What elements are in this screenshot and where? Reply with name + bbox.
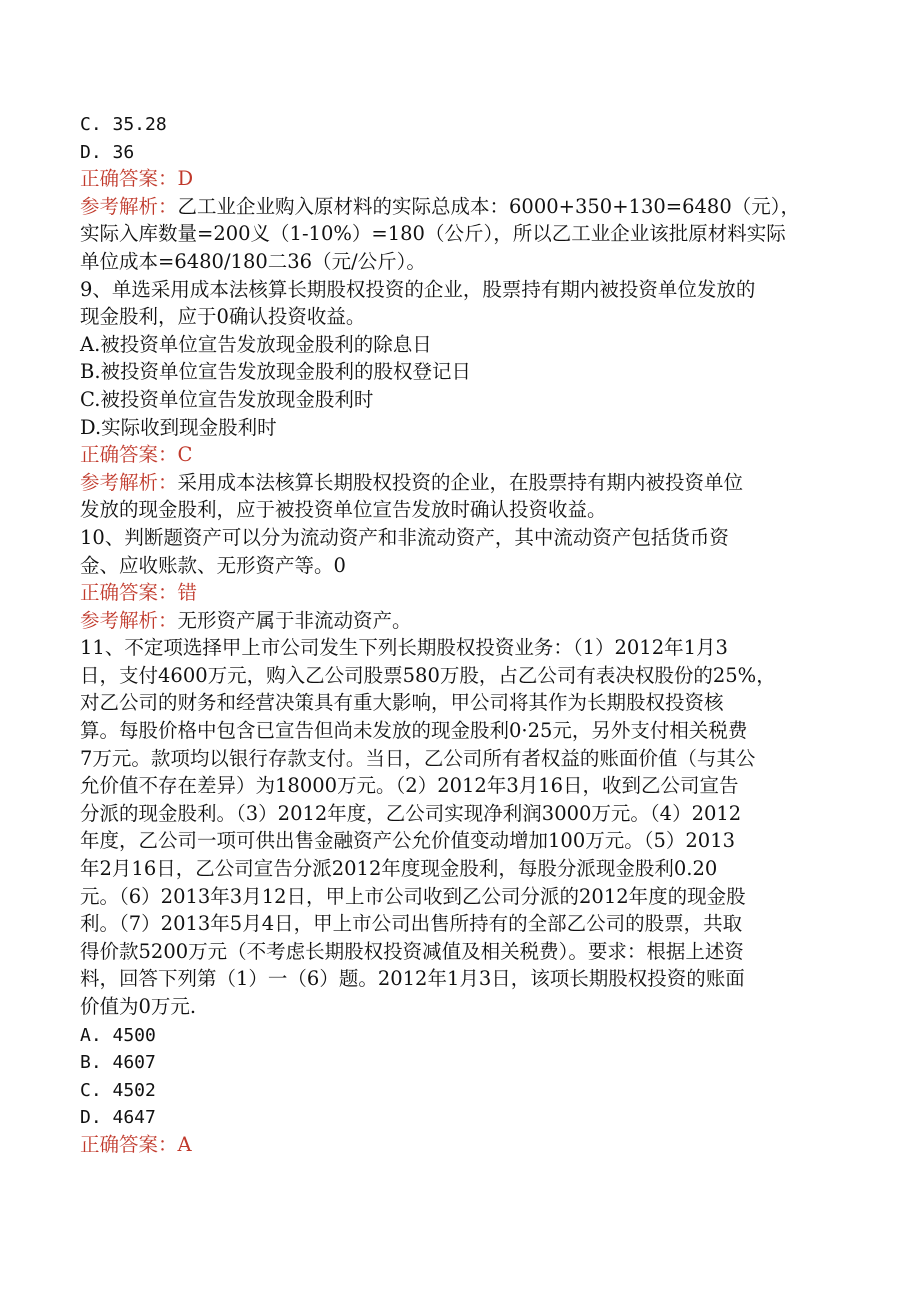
explanation-line xyxy=(80,193,840,221)
answer-line xyxy=(80,1131,840,1159)
text-line xyxy=(80,303,840,331)
answer-label: 正确答案： xyxy=(80,443,178,467)
answer-line xyxy=(80,441,840,469)
explanation-line xyxy=(80,469,840,497)
line-text: 年度，乙公司一项可供出售金融资产公允价值变动增加100万元。（5）2013 xyxy=(80,829,736,853)
answer-line xyxy=(80,579,840,607)
line-text: C. 35.28 xyxy=(80,114,167,135)
line-text: 算。每股价格中包含已宣告但尚未发放的现金股利0·25元，另外支付相关税费 xyxy=(80,719,748,743)
line-text: 采用成本法核算长期股权投资的企业，在股票持有期内被投资单位 xyxy=(177,470,744,494)
explanation-label: 参考解析： xyxy=(80,608,178,632)
text-line xyxy=(80,220,840,248)
line-text: 日，支付4600万元，购入乙公司股票580万股，占乙公司有表决权股份的25%， xyxy=(80,663,776,687)
line-text: D. 36 xyxy=(80,141,135,163)
line-text: 现金股利，应于0确认投资收益。 xyxy=(80,305,366,329)
text-line xyxy=(80,248,840,276)
line-text: 对乙公司的财务和经营决策具有重大影响，甲公司将其作为长期股权投资核 xyxy=(80,691,724,715)
text-line xyxy=(80,910,840,938)
text-line xyxy=(80,800,840,828)
answer-label: 正确答案： xyxy=(80,581,178,605)
text-line xyxy=(80,358,840,386)
text-line xyxy=(80,855,840,883)
text-line xyxy=(80,965,840,993)
line-text: 利。（7）2013年5月4日，甲上市公司出售所持有的全部乙公司的股票，共取 xyxy=(80,912,743,936)
text-line xyxy=(80,552,840,580)
text-line xyxy=(80,276,840,304)
line-text: 发放的现金股利，应于被投资单位宣告发放时确认投资收益。 xyxy=(80,498,607,522)
line-text: 年2月16日，乙公司宣告分派2012年度现金股利，每股分派现金股利0.20 xyxy=(80,857,718,881)
text-line xyxy=(80,1076,840,1104)
line-text: 11、不定项选择甲上市公司发生下列长期股权投资业务：（1）2012年1月3 xyxy=(80,636,728,660)
text-line xyxy=(80,496,840,524)
line-text: 元。（6）2013年3月12日，甲上市公司收到乙公司分派的2012年度的现金股 xyxy=(80,884,746,908)
text-line xyxy=(80,772,840,800)
line-text: A.被投资单位宣告发放现金股利的除息日 xyxy=(80,332,432,356)
answer-line xyxy=(80,165,840,193)
text-line xyxy=(80,138,840,166)
answer-value: A xyxy=(177,1132,192,1156)
explanation-label: 参考解析： xyxy=(80,194,178,218)
text-line xyxy=(80,938,840,966)
explanation-label: 参考解析： xyxy=(80,470,178,494)
line-text: 7万元。款项均以银行存款支付。当日，乙公司所有者权益的账面价值（与其公 xyxy=(80,746,756,770)
text-line xyxy=(80,883,840,911)
line-text: 金、应收账款、无形资产等。0 xyxy=(80,553,346,577)
text-line xyxy=(80,1048,840,1076)
answer-value: C xyxy=(177,443,193,467)
text-line xyxy=(80,110,840,138)
line-text: 9、单选采用成本法核算长期股权投资的企业，股票持有期内被投资单位发放的 xyxy=(80,277,756,301)
text-line xyxy=(80,331,840,359)
line-text: 价值为0万元. xyxy=(80,995,197,1018)
line-text: A. 4500 xyxy=(80,1024,156,1046)
line-text: 允价值不存在差异）为18000万元。（2）2012年3月16日，收到乙公司宣告 xyxy=(80,774,739,798)
line-text: 单位成本=6480/180二36（元/公斤）。 xyxy=(80,249,426,273)
text-line xyxy=(80,717,840,745)
text-line xyxy=(80,386,840,414)
line-text: 无形资产属于非流动资产。 xyxy=(177,608,412,632)
line-text: 得价款5200万元（不考虑长期股权投资减值及相关税费）。要求：根据上述资 xyxy=(80,939,744,963)
answer-value: D xyxy=(177,167,194,191)
line-text: D. 4647 xyxy=(80,1107,156,1129)
document-body xyxy=(80,110,840,1159)
text-line xyxy=(80,1103,840,1131)
answer-label: 正确答案： xyxy=(80,167,178,191)
text-line xyxy=(80,993,840,1021)
line-text: C. 4502 xyxy=(80,1079,156,1101)
answer-value: 错 xyxy=(177,581,198,605)
text-line xyxy=(80,524,840,552)
text-line xyxy=(80,662,840,690)
answer-label: 正确答案： xyxy=(80,1132,178,1156)
line-text: C.被投资单位宣告发放现金股利时 xyxy=(80,387,374,411)
line-text: 10、判断题资产可以分为流动资产和非流动资产，其中流动资产包括货币资 xyxy=(80,525,729,549)
text-line xyxy=(80,689,840,717)
line-text: 乙工业企业购入原材料的实际总成本：6000+350+130=6480（元）， xyxy=(177,194,800,218)
line-text: 分派的现金股利。（3）2012年度，乙公司实现净利润3000万元。（4）2012 xyxy=(80,801,742,825)
text-line xyxy=(80,414,840,442)
text-line xyxy=(80,634,840,662)
explanation-line xyxy=(80,607,840,635)
text-line xyxy=(80,827,840,855)
line-text: D.实际收到现金股利时 xyxy=(80,415,277,439)
line-text: 实际入库数量=200义（1-10%）=180（公斤），所以乙工业企业该批原材料实际 xyxy=(80,222,786,246)
line-text: B. 4607 xyxy=(80,1052,156,1074)
text-line xyxy=(80,1021,840,1049)
text-line xyxy=(80,745,840,773)
line-text: B.被投资单位宣告发放现金股利的股权登记日 xyxy=(80,360,472,384)
line-text: 料，回答下列第（1）一（6）题。2012年1月3日，该项长期股权投资的账面 xyxy=(80,967,745,991)
